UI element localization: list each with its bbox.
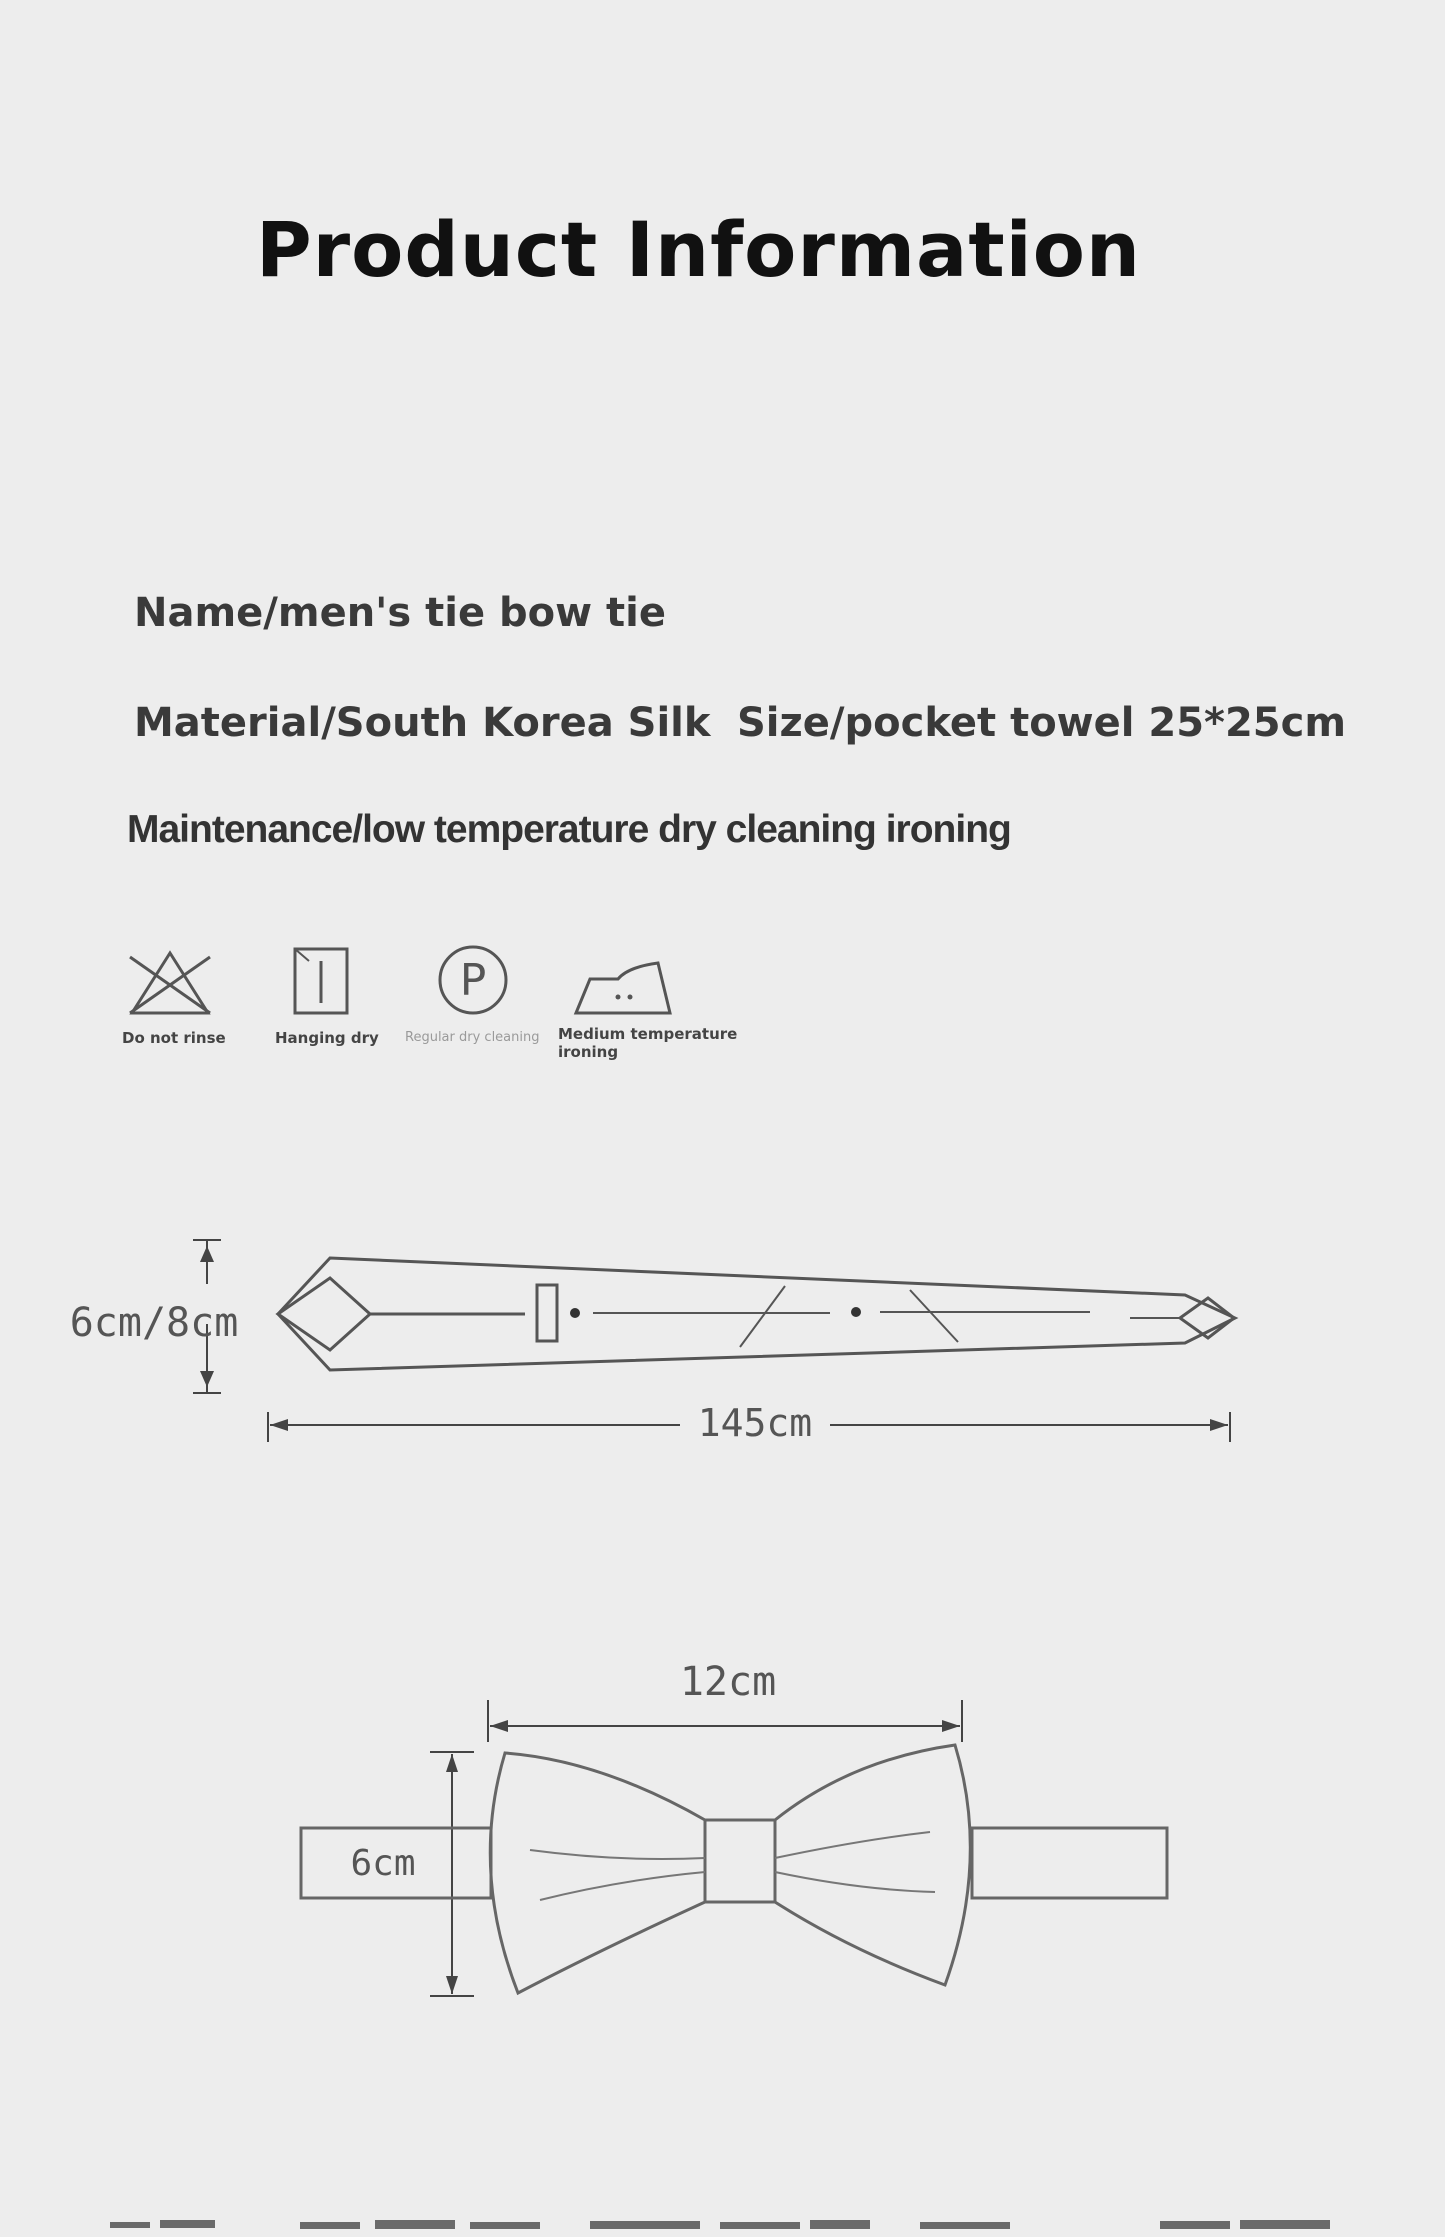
bowtie-strap-right: [972, 1828, 1167, 1898]
cropped-bottom-text: [110, 2210, 1360, 2237]
svg-text:P: P: [459, 955, 487, 1006]
material-info: Material/South Korea Silk: [134, 700, 711, 746]
care-label: Regular dry cleaning: [405, 1030, 540, 1045]
tie-width-label: 6cm/8cm: [69, 1300, 239, 1346]
care-label: Do not rinse: [122, 1029, 226, 1047]
bowtie-left-wing: [490, 1753, 705, 1993]
tie-length-label: 145cm: [697, 1401, 813, 1445]
care-label: Hanging dry: [275, 1029, 379, 1047]
bowtie-right-wing: [775, 1745, 970, 1985]
tie-label-loop: [537, 1285, 557, 1341]
bowtie-diagram: [0, 1600, 1445, 2020]
maintenance-info: Maintenance/low temperature dry cleaning ironing: [127, 808, 1011, 851]
size-info: Size/pocket towel 25*25cm: [737, 700, 1347, 746]
bowtie-height-label: 6cm: [350, 1843, 416, 1884]
name-info: Name/men's tie bow tie: [134, 590, 666, 636]
page-title: Product Information: [255, 205, 1142, 294]
care-label: Medium temperature ironing: [558, 1025, 738, 1061]
bowtie-width-label: 12cm: [679, 1659, 777, 1705]
bowtie-knot: [705, 1820, 775, 1902]
